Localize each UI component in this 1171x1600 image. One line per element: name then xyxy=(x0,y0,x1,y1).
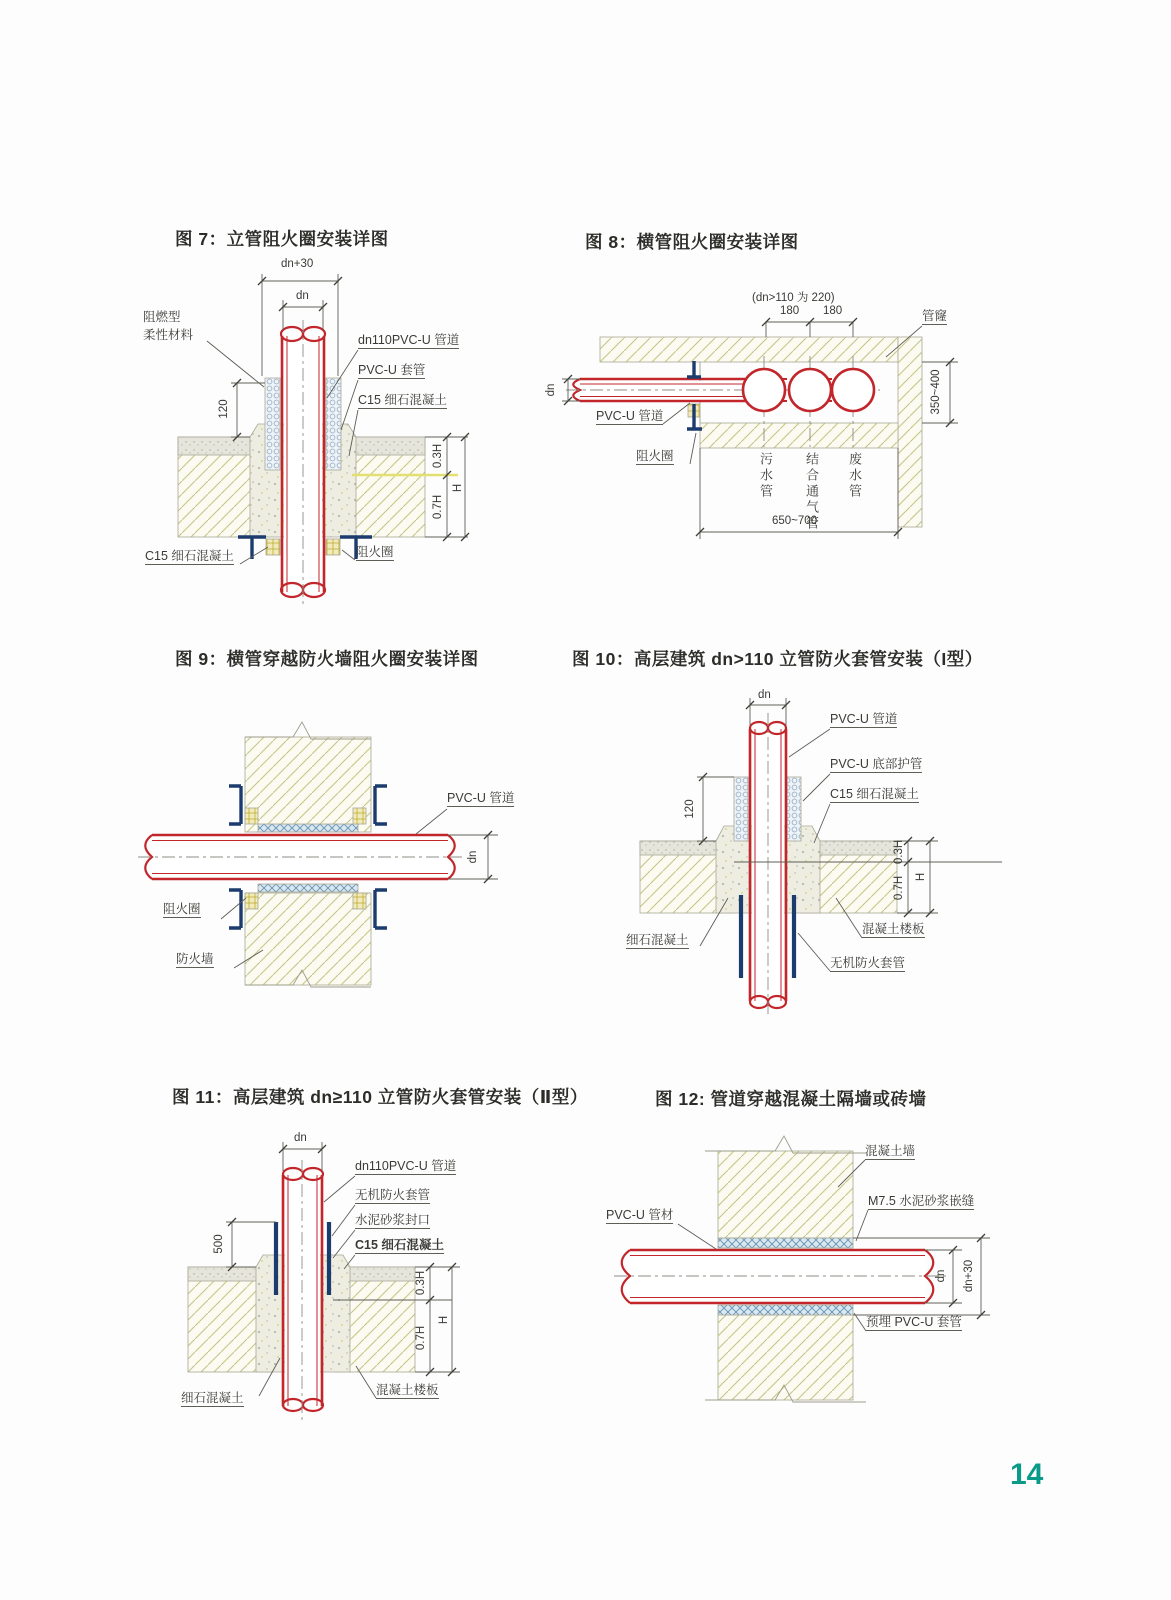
fig10-label-pipe: PVC-U 管道 xyxy=(830,712,897,728)
fig7-dim-dn: dn xyxy=(296,290,309,302)
fig9-drawing xyxy=(138,722,498,987)
fig10-dim-07h: 0.7H xyxy=(893,875,905,901)
fig12-drawing xyxy=(614,1136,990,1402)
fig11-label-inorganic-sleeve: 无机防火套管 xyxy=(355,1188,430,1204)
fig10-label-floor-slab: 混凝土楼板 xyxy=(862,922,925,938)
fig11-dim-dn: dn xyxy=(294,1132,307,1144)
fig12-dim-dn30: dn+30 xyxy=(963,1259,975,1293)
fig7-dim-h: H xyxy=(452,483,464,493)
fig7-dim-07h: 0.7H xyxy=(432,494,444,520)
fig12-title: 图 12: 管道穿越混凝土隔墙或砖墙 xyxy=(655,1089,927,1109)
fig8-dim-dn: dn xyxy=(545,383,557,397)
fig9-title: 图 9：横管穿越防火墙阻火圈安装详图 xyxy=(175,649,479,669)
fig9-dim-dn: dn xyxy=(467,850,479,864)
fig8-dim-650-700: 650~700 xyxy=(772,515,818,527)
fig10-dim-120: 120 xyxy=(684,799,696,819)
fig11-dim-h: H xyxy=(438,1315,450,1325)
fig7-title: 图 7：立管阻火圈安装详图 xyxy=(175,229,389,249)
fig8-label-combined-vent-stack: 结合通气管 xyxy=(804,452,819,532)
fig10-label-bottom-guard: PVC-U 底部护管 xyxy=(830,757,922,773)
fig7-label-pipe: dn110PVC-U 管道 xyxy=(358,333,459,349)
fig11-label-pipe: dn110PVC-U 管道 xyxy=(355,1159,456,1175)
fig10-label-fines-concrete: 细石混凝土 xyxy=(626,933,689,949)
fig8-dim-350-400: 350~400 xyxy=(930,369,942,415)
fig10-title: 图 10：高层建筑 dn>110 立管防火套管安装（I型） xyxy=(572,649,983,669)
fig12-label-embedded-sleeve: 预埋 PVC-U 套管 xyxy=(866,1315,962,1331)
fig10-label-concrete: C15 细石混凝土 xyxy=(830,787,919,803)
fig9-label-firewall: 防火墙 xyxy=(176,952,214,968)
fig12-label-pipe: PVC-U 管材 xyxy=(606,1208,673,1224)
fig7-dim-dn30: dn+30 xyxy=(281,258,314,270)
fig11-label-fines-concrete: 细石混凝土 xyxy=(181,1391,244,1407)
fig8-dim-180b: 180 xyxy=(823,305,843,317)
fig7-label-concrete: C15 细石混凝土 xyxy=(358,393,447,409)
fig7-dim-03h: 0.3H xyxy=(432,443,444,469)
fig11-title: 图 11：高层建筑 dn≥110 立管防火套管安装（Ⅱ型） xyxy=(172,1087,588,1107)
fig12-dim-dn: dn xyxy=(935,1269,947,1283)
fig8-dim-note: (dn>110 为 220) xyxy=(752,292,835,304)
fig10-dim-h: H xyxy=(915,872,927,882)
fig8-label-pipe: PVC-U 管道 xyxy=(596,409,663,425)
fig11-label-floor-slab: 混凝土楼板 xyxy=(376,1383,439,1399)
fig8-dim-180a: 180 xyxy=(780,305,800,317)
fig9-label-pipe: PVC-U 管道 xyxy=(447,791,514,807)
fig11-label-mortar-seal: 水泥砂浆封口 xyxy=(355,1213,430,1229)
fig11-label-concrete: C15 细石混凝土 xyxy=(355,1238,444,1254)
fig8-label-waste-stack: 废水管 xyxy=(847,452,862,500)
fig12-label-mortar-caulk: M7.5 水泥砂浆嵌缝 xyxy=(868,1194,974,1210)
fig10-dim-03h: 0.3H xyxy=(893,839,905,865)
fig11-dim-500: 500 xyxy=(213,1234,225,1254)
fig7-label-concrete-bottom: C15 细石混凝土 xyxy=(145,549,234,565)
fig8-label-sewage-stack: 污水管 xyxy=(758,452,773,500)
fig7-label-flame-retardant: 阻燃型 xyxy=(143,310,181,324)
fig12-label-concrete-wall: 混凝土墙 xyxy=(865,1144,915,1160)
fig8-label-niche: 管窿 xyxy=(922,309,947,325)
fig11-dim-03h: 0.3H xyxy=(415,1270,427,1296)
fig8-label-fire-collar: 阻火圈 xyxy=(636,449,674,465)
fig7-label-fire-collar: 阻火圈 xyxy=(356,545,394,561)
fig11-dim-07h: 0.7H xyxy=(415,1325,427,1351)
fig8-drawing xyxy=(562,318,958,539)
fig9-label-fire-collar: 阻火圈 xyxy=(163,902,201,918)
fig10-label-inorganic-sleeve: 无机防火套管 xyxy=(830,956,905,972)
fig10-dim-dn: dn xyxy=(758,689,771,701)
fig7-label-flexible-material: 柔性材料 xyxy=(143,328,194,342)
fig7-dim-120: 120 xyxy=(218,399,230,419)
fig10-drawing xyxy=(640,698,1002,1016)
fig7-label-sleeve: PVC-U 套管 xyxy=(358,363,425,379)
fig8-title: 图 8：横管阻火圈安装详图 xyxy=(585,232,799,252)
page-number: 14 xyxy=(1010,1458,1044,1491)
